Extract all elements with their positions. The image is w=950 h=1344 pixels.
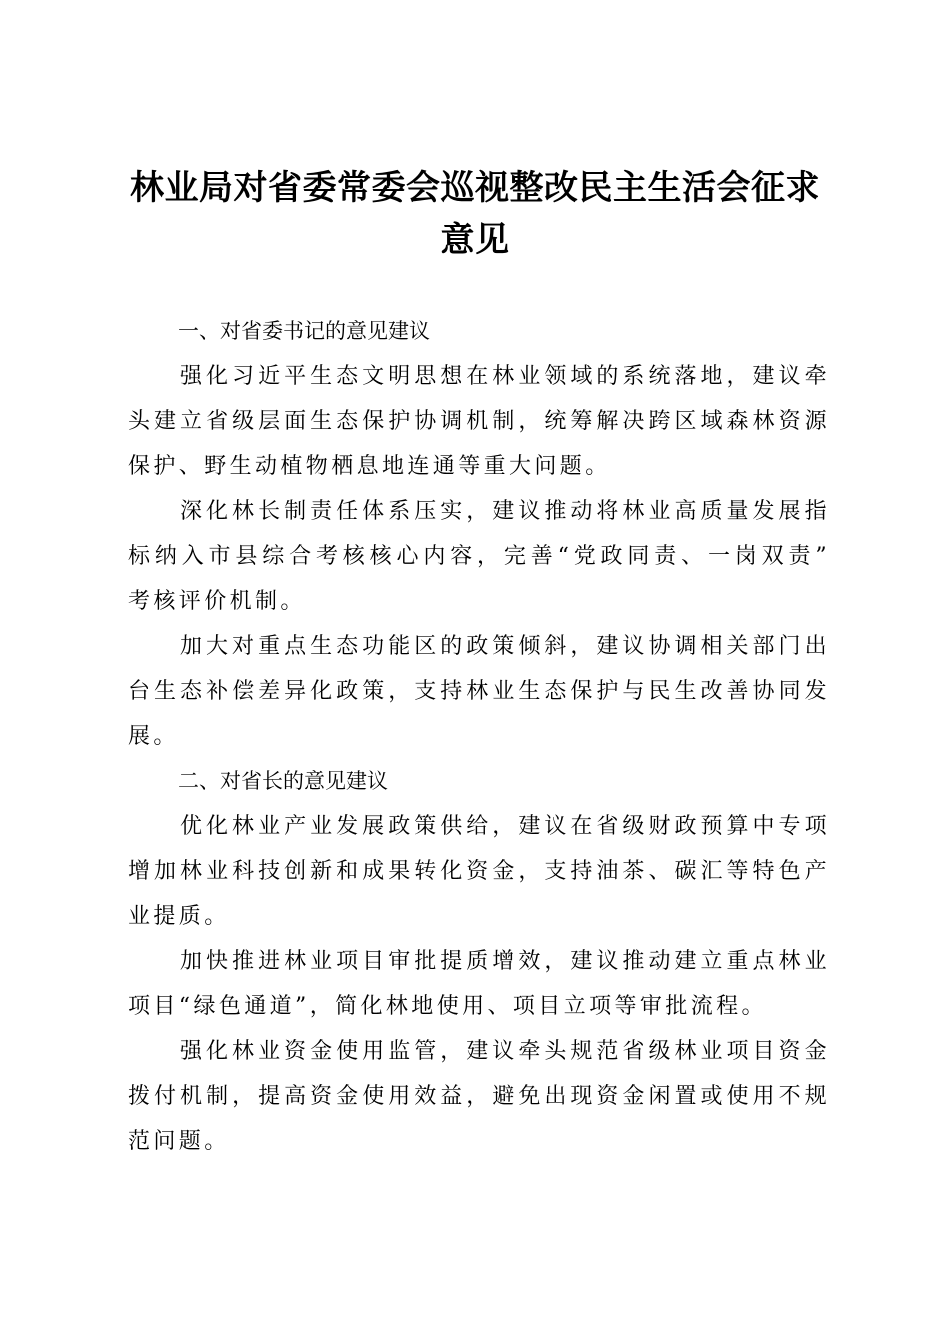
paragraph <box>128 939 830 1029</box>
paragraph-line: 标纳入市县综合考核核心内容，完善“党政同责、一岗双责” <box>128 544 830 569</box>
paragraph-line: 拨付机制，提高资金使用效益，避免出现资金闲置或使用不规 <box>128 1084 830 1109</box>
title-line-2: 意见 <box>440 220 510 260</box>
section-heading-2: 二、对省长的意见建议 <box>178 769 388 793</box>
section-heading-1: 一、对省委书记的意见建议 <box>178 319 430 343</box>
paragraph-line: 优化林业产业发展政策供给，建议在省级财政预算中专项 <box>180 814 830 839</box>
paragraph <box>128 804 830 939</box>
paragraph <box>128 489 830 624</box>
paragraph-line: 台生态补偿差异化政策，支持林业生态保护与民生改善协同发 <box>128 679 830 704</box>
document-body <box>128 309 830 1164</box>
paragraph-line: 加快推进林业项目审批提质增效，建议推动建立重点林业 <box>180 949 830 974</box>
paragraph <box>128 1029 830 1164</box>
paragraph-line: 加大对重点生态功能区的政策倾斜，建议协调相关部门出 <box>180 634 830 659</box>
paragraph <box>128 354 830 489</box>
title-line-1: 林业局对省委常委会巡视整改民主生活会征求 <box>130 168 820 208</box>
paragraph-line: 项目“绿色通道”，简化林地使用、项目立项等审批流程。 <box>128 994 767 1019</box>
paragraph-line: 业提质。 <box>128 904 230 929</box>
page-title <box>110 162 840 266</box>
paragraph-line: 强化习近平生态文明思想在林业领域的系统落地，建议牵 <box>180 364 830 389</box>
paragraph-line: 展。 <box>128 724 179 749</box>
paragraph-line: 深化林长制责任体系压实，建议推动将林业高质量发展指 <box>180 499 830 524</box>
paragraph-line: 增加林业科技创新和成果转化资金，支持油茶、碳汇等特色产 <box>128 859 830 884</box>
paragraph-line: 头建立省级层面生态保护协调机制，统筹解决跨区域森林资源 <box>128 409 830 434</box>
paragraph-line: 考核评价机制。 <box>128 589 306 614</box>
paragraph <box>128 624 830 759</box>
paragraph-line: 强化林业资金使用监管，建议牵头规范省级林业项目资金 <box>180 1039 830 1064</box>
paragraph-line: 范问题。 <box>128 1129 230 1154</box>
paragraph-line: 保护、野生动植物栖息地连通等重大问题。 <box>128 454 611 479</box>
